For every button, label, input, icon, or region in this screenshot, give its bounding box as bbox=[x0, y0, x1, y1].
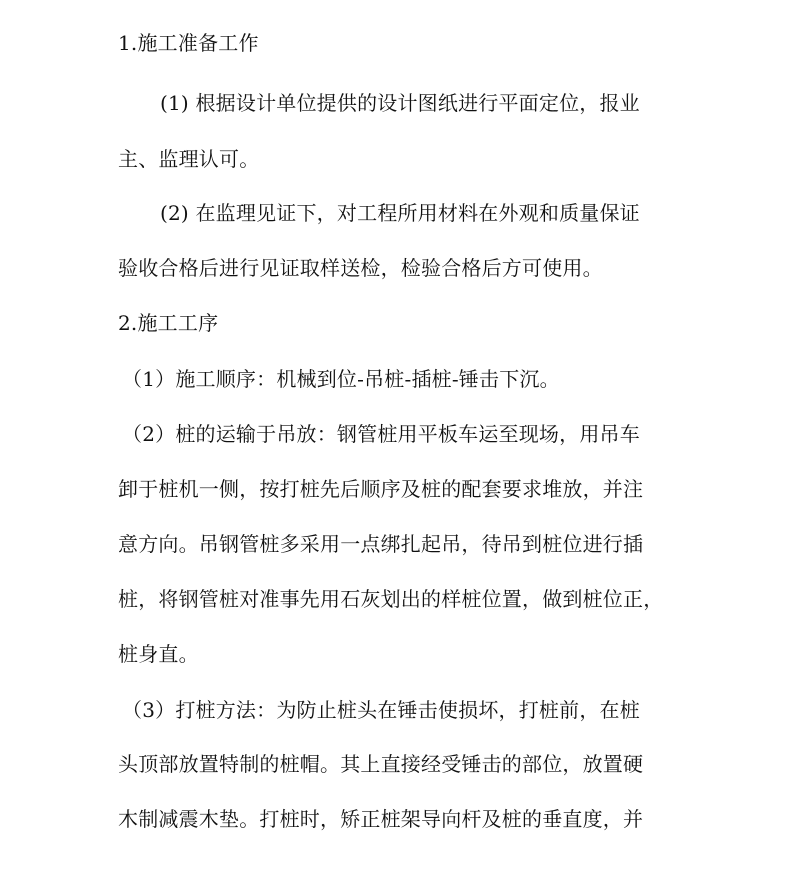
step-1-line-1: （1）施工顺序：机械到位-吊桩-插桩-锤击下沉。 bbox=[122, 367, 560, 391]
item-1-line-1: (1) 根据设计单位提供的设计图纸进行平面定位，报业 bbox=[160, 91, 640, 115]
item-2-line-1: (2) 在监理见证下，对工程所用材料在外观和质量保证 bbox=[160, 201, 640, 225]
item-2-line-2: 验收合格后进行见证取样送检，检验合格后方可使用。 bbox=[118, 256, 603, 280]
step-2-line-5: 桩身直。 bbox=[118, 642, 199, 666]
step-2-line-2: 卸于桩机一侧，按打桩先后顺序及桩的配套要求堆放，并注 bbox=[118, 477, 644, 501]
step-2-line-1: （2）桩的运输于吊放：钢管桩用平板车运至现场，用吊车 bbox=[122, 422, 640, 446]
step-2-line-3: 意方向。吊钢管桩多采用一点绑扎起吊，待吊到桩位进行插 bbox=[118, 532, 644, 556]
section-2-heading: 2.施工工序 bbox=[118, 311, 219, 335]
step-3-line-2: 头顶部放置特制的桩帽。其上直接经受锤击的部位，放置硬 bbox=[118, 752, 644, 776]
item-1-line-2: 主、监理认可。 bbox=[118, 147, 260, 171]
section-1-heading: 1.施工准备工作 bbox=[118, 31, 259, 55]
step-3-line-1: （3）打桩方法：为防止桩头在锤击使损坏，打桩前，在桩 bbox=[122, 698, 640, 722]
step-3-line-3: 木制减震木垫。打桩时，矫正桩架导向杆及桩的垂直度，并 bbox=[118, 807, 644, 831]
step-2-line-4: 桩，将钢管桩对准事先用石灰划出的样桩位置，做到桩位正， bbox=[118, 587, 664, 611]
